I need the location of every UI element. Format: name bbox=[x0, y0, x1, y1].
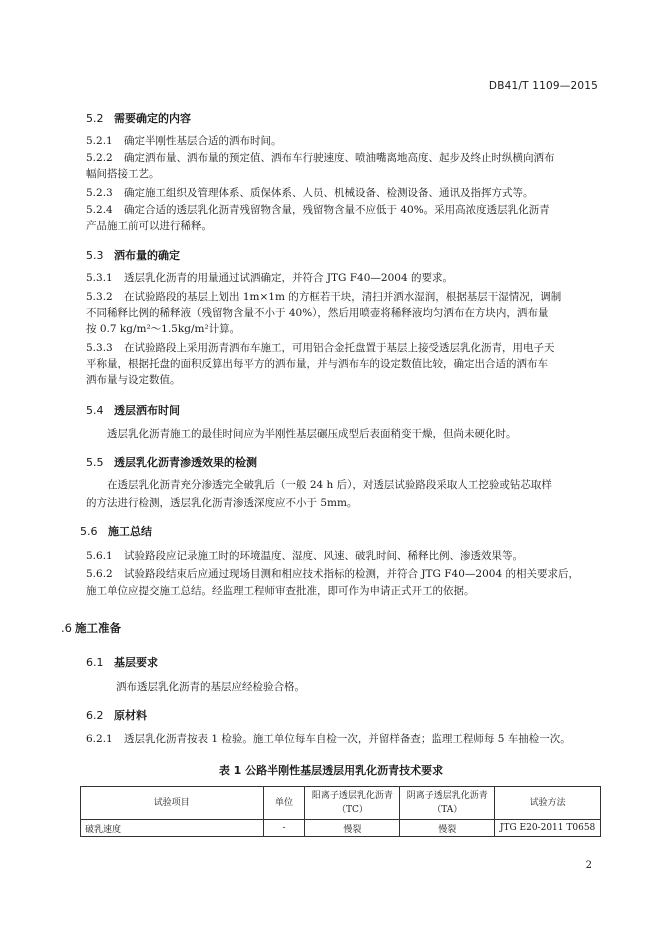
header-unit: 单位 bbox=[263, 787, 305, 820]
table-row bbox=[81, 820, 601, 837]
cell-cationic: 慢裂 bbox=[305, 820, 400, 837]
section-6-heading: .6 施工准备 bbox=[61, 621, 121, 635]
clause-5-3-3-cont2: 洒布量与设定数值。 bbox=[86, 374, 181, 386]
section-6-1-heading: 6.1 基层要求 bbox=[86, 656, 158, 669]
section-5-3-heading: 5.3 洒布量的确定 bbox=[86, 249, 180, 262]
section-5-4-paragraph: 透层乳化沥青施工的最佳时间应为半刚性基层碾压成型后表面稍变干燥，但尚未硬化时。 bbox=[107, 428, 517, 440]
clause-5-2-2: 5.2.2 确定洒布量、洒布量的预定值、洒布车行驶速度、喷油嘴离地高度、起步及终止时纵横向洒布 bbox=[86, 152, 555, 164]
header-cationic: 阳离子透层乳化沥青 （TC） bbox=[305, 787, 400, 820]
cell-anionic: 慢裂 bbox=[400, 820, 495, 837]
clause-5-3-2: 5.3.2 在试验路段的基层上划出 1m×1m 的方框若干块，清扫并洒水湿润，根据基层干湿情况，调制 bbox=[86, 291, 562, 303]
section-6-2-heading: 6.2 原材料 bbox=[86, 709, 147, 722]
table-header-row bbox=[81, 787, 601, 820]
page-number: 2 bbox=[585, 860, 592, 871]
clause-5-6-2-cont: 施工单位应提交施工总结。经监理工程师审查批准，即可作为申请正式开工的依据。 bbox=[86, 585, 475, 597]
cell-unit: - bbox=[263, 820, 305, 837]
header-test-method: 试验方法 bbox=[495, 787, 601, 820]
clause-6-2-1: 6.2.1 透层乳化沥青按表 1 检验。施工单位每车自检一次，并留样备查；监理工程师每 5 车抽检一次。 bbox=[86, 733, 571, 745]
clause-5-3-2-cont2: 按 0.7 kg/m²～1.5kg/m²计算。 bbox=[86, 323, 241, 335]
document-code-header: DB41/T 1109—2015 bbox=[488, 80, 598, 92]
section-5-5-paragraph: 在透层乳化沥青充分渗透完全破乳后（一般 24 h 后），对透层试验路段采取人工挖验或钻芯取样 bbox=[107, 479, 552, 491]
cell-method: JTG E20-2011 T0658 bbox=[495, 820, 601, 837]
section-5-5-heading: 5.5 透层乳化沥青渗透效果的检测 bbox=[86, 456, 257, 469]
clause-5-2-4: 5.2.4 确定合适的透层乳化沥青残留物含量，残留物含量不应低于 40%。采用高浓度透层乳化沥青 bbox=[86, 204, 550, 216]
clause-5-3-3-cont1: 平称量，根据托盘的面积反算出每平方的洒布量，并与洒布车的设定数值比较，确定出合适的洒布车 bbox=[86, 358, 548, 370]
clause-5-3-3: 5.3.3 在试验路段上采用沥青洒布车施工，可用铝合金托盘置于基层上接受透层乳化沥青，用电子天 bbox=[86, 342, 555, 354]
section-5-2-heading: 5.2 需要确定的内容 bbox=[86, 112, 191, 125]
clause-5-2-2-cont: 幅间搭接工艺。 bbox=[86, 168, 160, 180]
header-test-item: 试验项目 bbox=[81, 787, 264, 820]
spec-table bbox=[80, 786, 601, 837]
clause-5-2-1: 5.2.1 确定半刚性基层合适的洒布时间。 bbox=[86, 135, 282, 147]
clause-5-6-1: 5.6.1 试验路段应记录施工时的环境温度、湿度、风速、破乳时间、稀释比例、渗透效果等。 bbox=[86, 550, 523, 562]
table-caption: 表 1 公路半刚性基层透层用乳化沥青技术要求 bbox=[218, 764, 444, 777]
clause-5-3-2-cont1: 不同稀释比例的稀释液（残留物含量不小于 40%），然后用喷壶将稀释液均匀洒布在方块内，洒布量 bbox=[86, 307, 549, 319]
section-6-1-paragraph: 洒布透层乳化沥青的基层应经检验合格。 bbox=[116, 681, 305, 693]
section-5-6-heading: 5.6 施工总结 bbox=[80, 525, 152, 538]
cell-item: 破乳速度 bbox=[81, 820, 264, 837]
header-anionic: 阴离子透层乳化沥青 （TA） bbox=[400, 787, 495, 820]
section-5-4-heading: 5.4 透层洒布时间 bbox=[86, 404, 180, 417]
clause-5-2-4-cont: 产品施工前可以进行稀释。 bbox=[86, 220, 212, 232]
clause-5-2-3: 5.2.3 确定施工组织及管理体系、质保体系、人员、机械设备、检测设备、通讯及指挥方式等。 bbox=[86, 187, 534, 199]
clause-5-3-1: 5.3.1 透层乳化沥青的用量通过试洒确定，并符合 JTG F40—2004 的要求。 bbox=[86, 272, 453, 284]
clause-5-6-2: 5.6.2 试验路段结束后应通过现场目测和相应技术指标的检测，并符合 JTG F40—2004 的相关要求后， bbox=[86, 568, 579, 580]
section-5-5-paragraph-cont: 的方法进行检测，透层乳化沥青渗透深度应不小于 5mm。 bbox=[86, 497, 358, 509]
